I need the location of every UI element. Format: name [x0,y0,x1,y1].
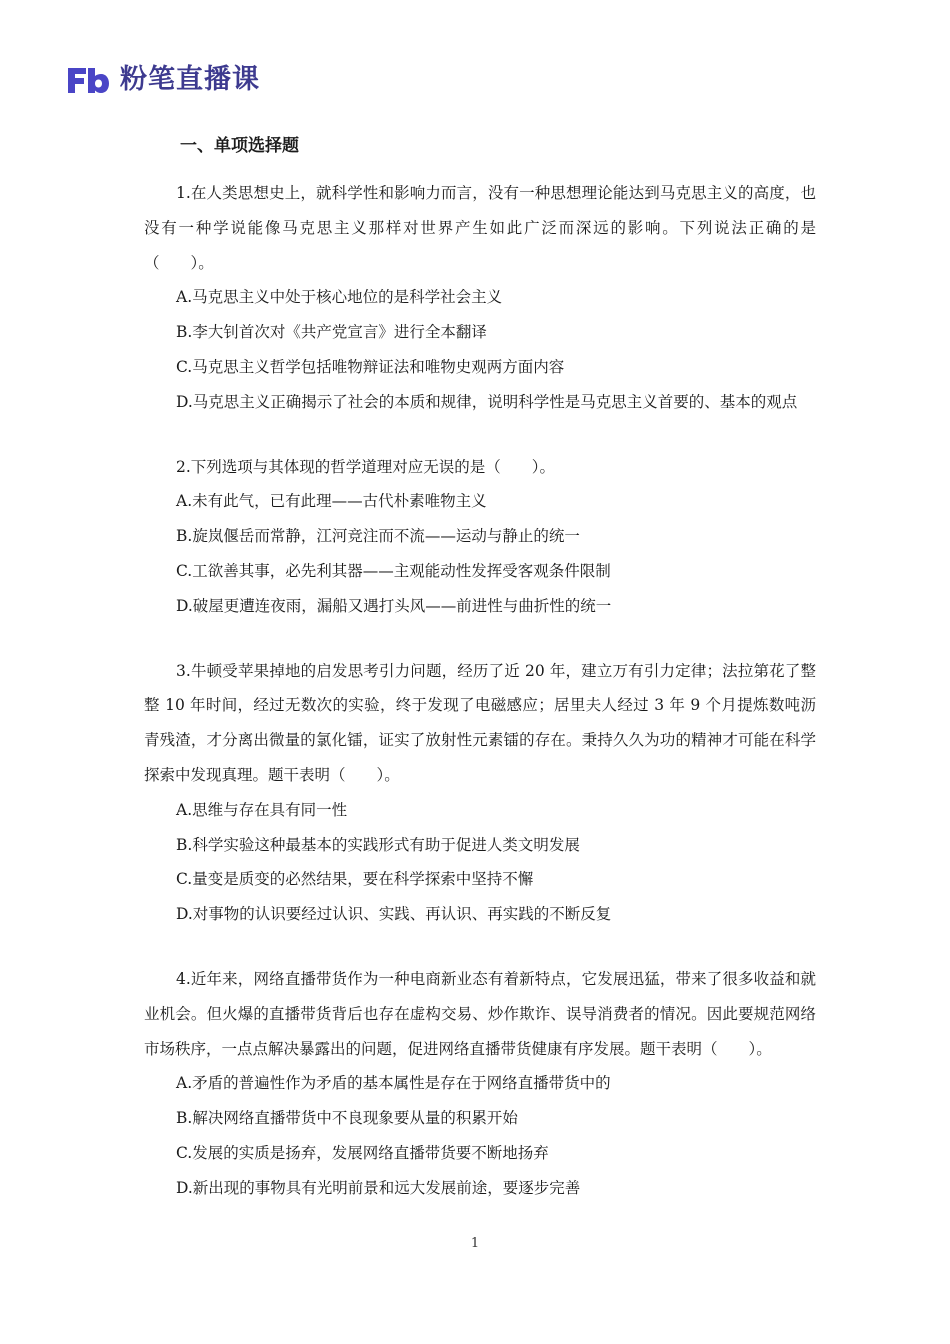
option-c: C.工欲善其事，必先利其器——主观能动性发挥受客观条件限制 [176,561,611,580]
question-stem: 4.近年来，网络直播带货作为一种电商新业态有着新特点，它发展迅猛，带来了很多收益和就业机会。但火爆的直播带货背后也存在虚构交易、炒作欺诈、误导消费者的情况。因此要规范网络市场秩序，一点点解决暴露出的问题，促进网络直播带货健康有序发展。题干表明（ ）。 [144,969,816,1058]
option-a: A.马克思主义中处于核心地位的是科学社会主义 [176,288,503,307]
section-title: 一、单项选择题 [180,136,299,156]
brand-logo [66,62,260,98]
question-4 [144,962,816,1206]
option-d: D.新出现的事物具有光明前景和远大发展前途，要逐步完善 [176,1178,581,1197]
option-a: A.未有此气，已有此理——古代朴素唯物主义 [176,492,487,511]
option-d: D.破屋更遭连夜雨，漏船又遇打头风——前进性与曲折性的统一 [176,596,612,615]
option-b: B.李大钊首次对《共产党宣言》进行全本翻译 [176,323,487,342]
document-body [144,130,816,1206]
option-a: A.矛盾的普遍性作为矛盾的基本属性是存在于网络直播带货中的 [176,1074,611,1093]
option-b: B.解决网络直播带货中不良现象要从量的积累开始 [176,1109,518,1128]
question-stem: 3.牛顿受苹果掉地的启发思考引力问题，经历了近 20 年，建立万有引力定律；法拉第花了整整 10 年时间，经过无数次的实验，终于发现了电磁感应；居里夫人经过 3 年 9 个月提炼数吨沥青残渣，才分离出微量的氯化镭，证实了放射性元素镭的存在。秉持久久为功的精神才可能在科学探索中发现真理。题干表明（ ）。 [144,661,816,784]
option-c: C.发展的实质是扬弃，发展网络直播带货要不断地扬弃 [176,1143,549,1162]
page-number: 1 [470,1236,480,1251]
option-b: B.旋岚偃岳而常静，江河竞注而不流——运动与静止的统一 [176,527,580,546]
question-2 [144,450,816,624]
question-3 [144,654,816,932]
question-stem: 1.在人类思想史上，就科学性和影响力而言，没有一种思想理论能达到马克思主义的高度，也没有一种学说能像马克思主义那样对世界产生如此广泛而深远的影响。下列说法正确的是（ ）。 [144,184,816,272]
option-d: D.对事物的认识要经过认识、实践、再认识、再实践的不断反复 [176,905,612,924]
option-d: D.马克思主义正确揭示了社会的本质和规律，说明科学性是马克思主义首要的、基本的观点 [176,392,798,411]
option-c: C.马克思主义哲学包括唯物辩证法和唯物史观两方面内容 [176,357,565,376]
brand-text: 粉笔直播课 [120,64,260,95]
option-a: A.思维与存在具有同一性 [176,800,348,819]
fb-logo-icon [66,65,110,95]
option-b: B.科学实验这种最基本的实践形式有助于促进人类文明发展 [176,835,580,854]
question-1 [144,176,816,420]
question-stem: 2.下列选项与其体现的哲学道理对应无误的是（ ）。 [176,457,556,476]
option-c: C.量变是质变的必然结果，要在科学探索中坚持不懈 [176,870,534,889]
